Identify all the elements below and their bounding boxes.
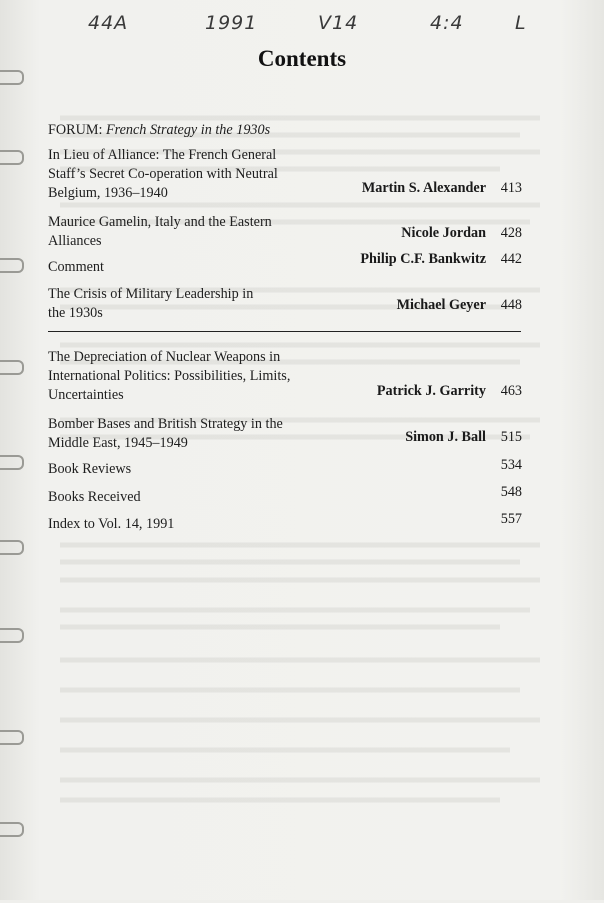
handwritten-note-5: L — [515, 12, 527, 34]
toc-entry-title — [48, 258, 104, 277]
section-divider — [48, 331, 521, 332]
toc-entry-page: 448 — [500, 297, 522, 313]
forum-heading — [48, 121, 270, 140]
toc-entry-title — [48, 146, 278, 203]
page-title: Contents — [257, 46, 347, 71]
toc-entry-page: 534 — [500, 457, 522, 473]
binder-ring — [0, 455, 24, 470]
binder-ring — [0, 822, 24, 837]
toc-entry-page: 413 — [500, 180, 522, 196]
toc-entry-author: Martin S. Alexander — [361, 180, 486, 196]
toc-entry-author: Philip C.F. Bankwitz — [360, 251, 486, 267]
title-line: International Politics: Possibilities, Limits, — [48, 368, 291, 384]
toc-entry-title — [48, 460, 131, 479]
title-line: The Crisis of Military Leadership in — [48, 286, 254, 302]
binder-ring — [0, 730, 24, 745]
binder-ring — [0, 70, 24, 85]
binder-ring — [0, 540, 24, 555]
toc-entry-page: 557 — [500, 511, 522, 527]
title-line: Belgium, 1936–1940 — [48, 185, 168, 201]
title-line: Uncertainties — [48, 387, 124, 403]
title-line: Bomber Bases and British Strategy in the — [48, 416, 283, 432]
title-line: Maurice Gamelin, Italy and the Eastern — [48, 214, 272, 230]
title-line: The Depreciation of Nuclear Weapons in — [48, 349, 281, 365]
toc-entry-page: 442 — [500, 251, 522, 267]
toc-entry-page: 515 — [500, 429, 522, 445]
forum-label: FORUM: — [48, 122, 103, 138]
title-line: Comment — [48, 259, 104, 275]
toc-entry-page: 463 — [500, 383, 522, 399]
handwritten-note-1: 44A — [88, 12, 129, 34]
title-line: In Lieu of Alliance: The French General — [48, 147, 277, 163]
binder-ring — [0, 258, 24, 273]
handwritten-note-2: 1991 — [205, 12, 258, 34]
binder-ring — [0, 150, 24, 165]
binder-ring — [0, 628, 24, 643]
forum-theme: French Strategy in the 1930s — [105, 122, 271, 138]
title-line: Book Reviews — [48, 461, 132, 477]
toc-entry-title — [48, 348, 290, 405]
handwritten-note-3: V14 — [318, 12, 359, 34]
toc-entry-title — [48, 488, 141, 507]
title-line: Alliances — [48, 233, 102, 249]
binder-ring — [0, 360, 24, 375]
toc-entry-author: Patrick J. Garrity — [376, 383, 486, 399]
title-line: Staff’s Secret Co-operation with Neutral — [48, 166, 278, 182]
toc-entry-author: Nicole Jordan — [401, 225, 486, 241]
toc-entry-page: 428 — [500, 225, 522, 241]
toc-entry-page: 548 — [500, 484, 522, 500]
title-line: Books Received — [48, 489, 141, 505]
title-line: Middle East, 1945–1949 — [48, 435, 188, 451]
toc-entry-title — [48, 213, 272, 251]
toc-entry-author: Michael Geyer — [396, 297, 486, 313]
toc-entry-author: Simon J. Ball — [405, 429, 486, 445]
title-line: the 1930s — [48, 305, 103, 321]
toc-entry-title — [48, 515, 174, 534]
title-line: Index to Vol. 14, 1991 — [48, 516, 175, 532]
toc-entry-title — [48, 285, 253, 323]
toc-entry-title — [48, 415, 283, 453]
handwritten-note-4: 4:4 — [430, 12, 464, 34]
